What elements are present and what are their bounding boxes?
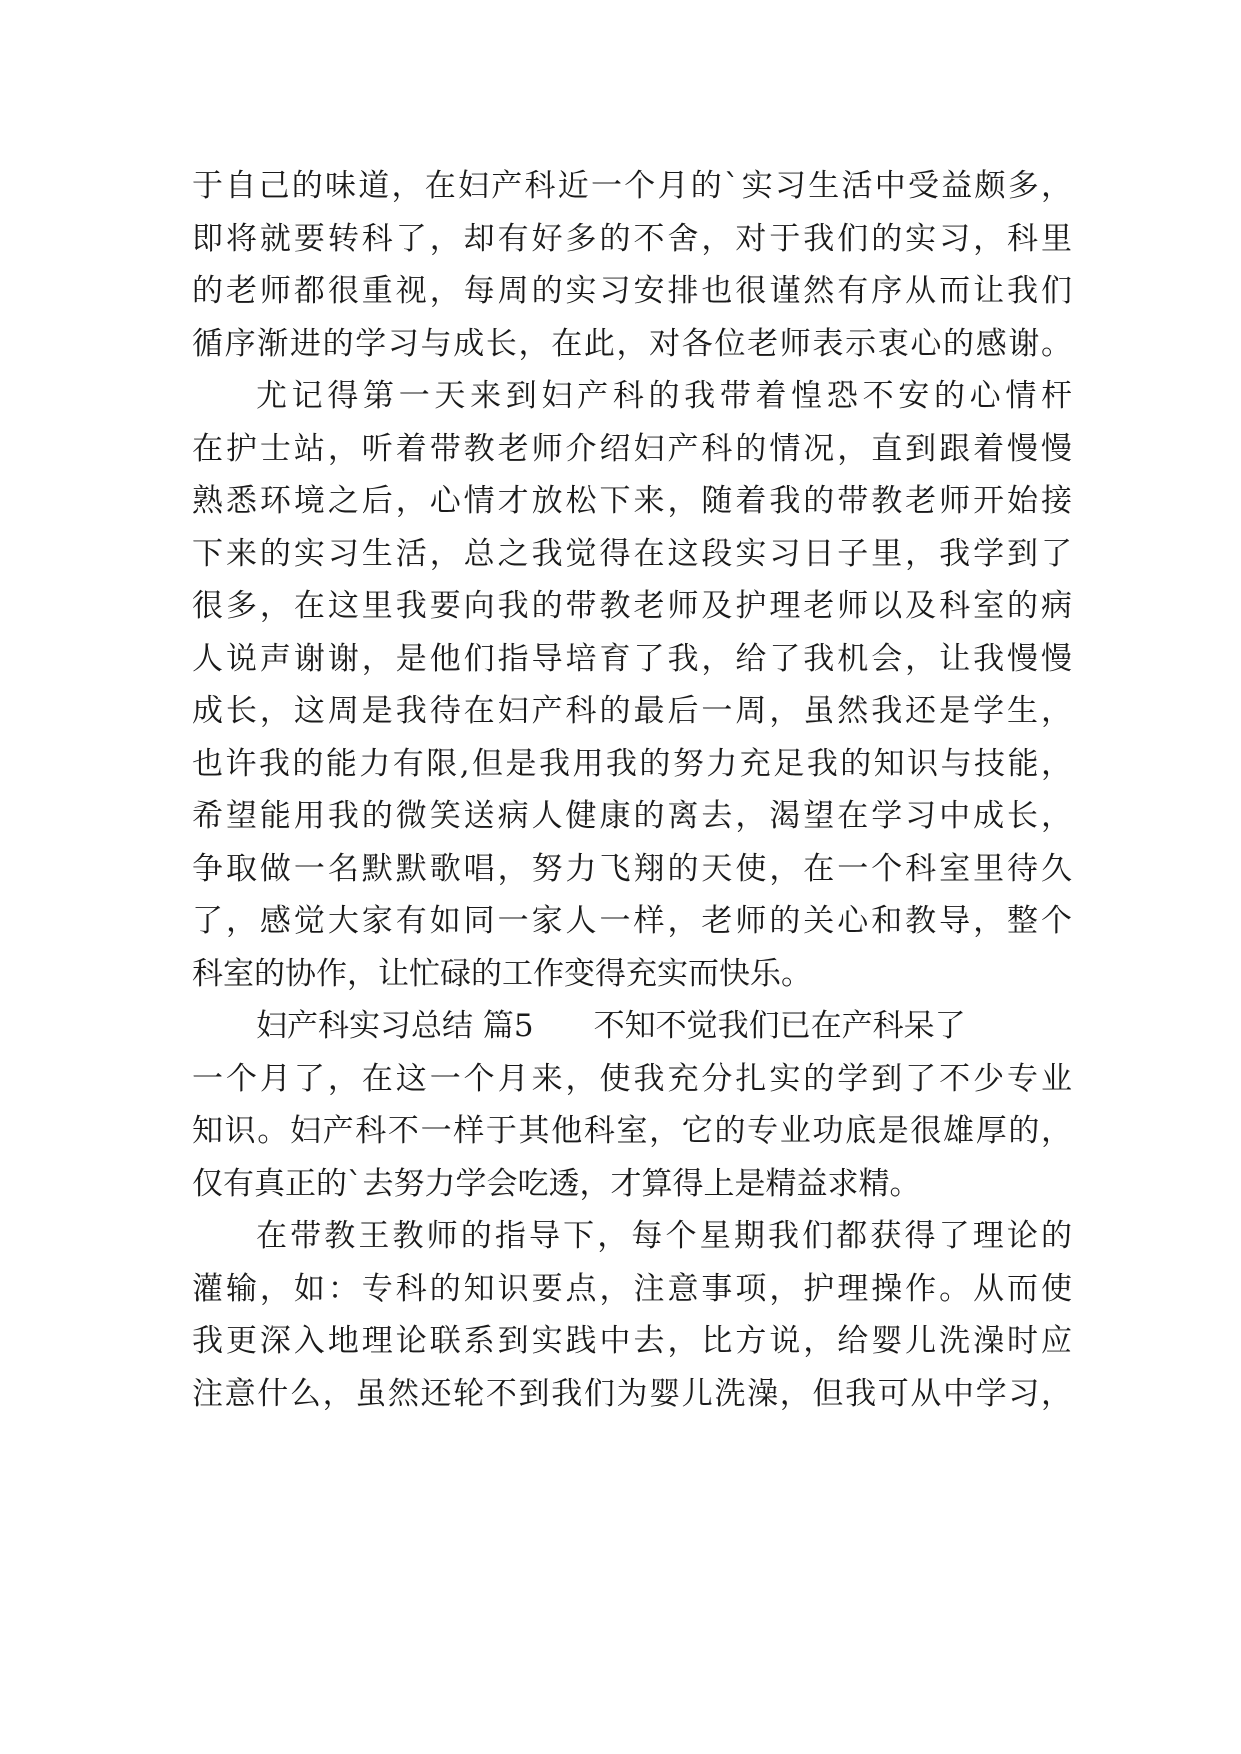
section-heading-line: [192, 1000, 1072, 1053]
text-line: 成长，这周是我待在妇产科的最后一周，虽然我还是学生，: [192, 693, 1072, 729]
paragraph-group-2: [192, 1053, 1072, 1421]
text-line: 人说声谢谢，是他们指导培育了我，给了我机会，让我慢慢: [192, 640, 1072, 677]
text-line: 在护士站，听着带教老师介绍妇产科的情况，直到跟着慢慢: [192, 430, 1072, 467]
text-line: 灌输，如：专科的知识要点，注意事项，护理操作。从而使: [192, 1270, 1072, 1307]
section-heading: 妇产科实习总结 篇5: [256, 1008, 534, 1044]
text-line: 我更深入地理论联系到实践中去，比方说，给婴儿洗澡时应: [192, 1323, 1072, 1359]
text-line: 争取做一名默默歌唱，努力飞翔的天使，在一个科室里待久: [192, 850, 1072, 887]
text-line: 希望能用我的微笑送病人健康的离去，渴望在学习中成长，: [192, 798, 1072, 834]
section-first-line: 不知不觉我们已在产科呆了: [593, 1008, 966, 1044]
text-line: 下来的实习生活，总之我觉得在这段实习日子里，我学到了: [192, 535, 1072, 572]
text-line: 即将就要转科了，却有好多的不舍，对于我们的实习，科里: [192, 220, 1072, 257]
text-line: 很多，在这里我要向我的带教老师及护理老师以及科室的病: [192, 588, 1072, 624]
text-line: 于自己的味道，在妇产科近一个月的`实习生活中受益颇多，: [192, 168, 1072, 204]
text-line: 熟悉环境之后，心情才放松下来，随着我的带教老师开始接: [192, 483, 1072, 519]
text-line: 尤记得第一天来到妇产科的我带着惶恐不安的心情杆: [256, 378, 1072, 414]
text-line: 了，感觉大家有如同一家人一样，老师的关心和教导，整个: [192, 903, 1072, 939]
text-line: 一个月了，在这一个月来，使我充分扎实的学到了不少专业: [192, 1060, 1072, 1097]
text-line: 知识。妇产科不一样于其他科室，它的专业功底是很雄厚的，: [192, 1113, 1072, 1149]
text-line: 也许我的能力有限,但是我用我的努力充足我的知识与技能，: [192, 745, 1072, 782]
text-line: 科室的协作，让忙碌的工作变得充实而快乐。: [192, 955, 812, 992]
paragraph-group-1: [192, 160, 1072, 1000]
text-line: 的老师都很重视，每周的实习安排也很谨然有序从而让我们: [192, 273, 1072, 309]
text-line: 仅有真正的`去努力学会吃透，才算得上是精益求精。: [192, 1165, 921, 1202]
text-line: 注意什么，虽然还轮不到我们为婴儿洗澡，但我可从中学习，: [192, 1375, 1072, 1412]
text-line: 循序渐进的学习与成长，在此，对各位老师表示衷心的感谢。: [192, 325, 1072, 362]
document-body: [192, 160, 1072, 1420]
text-line: 在带教王教师的指导下，每个星期我们都获得了理论的: [256, 1218, 1072, 1254]
